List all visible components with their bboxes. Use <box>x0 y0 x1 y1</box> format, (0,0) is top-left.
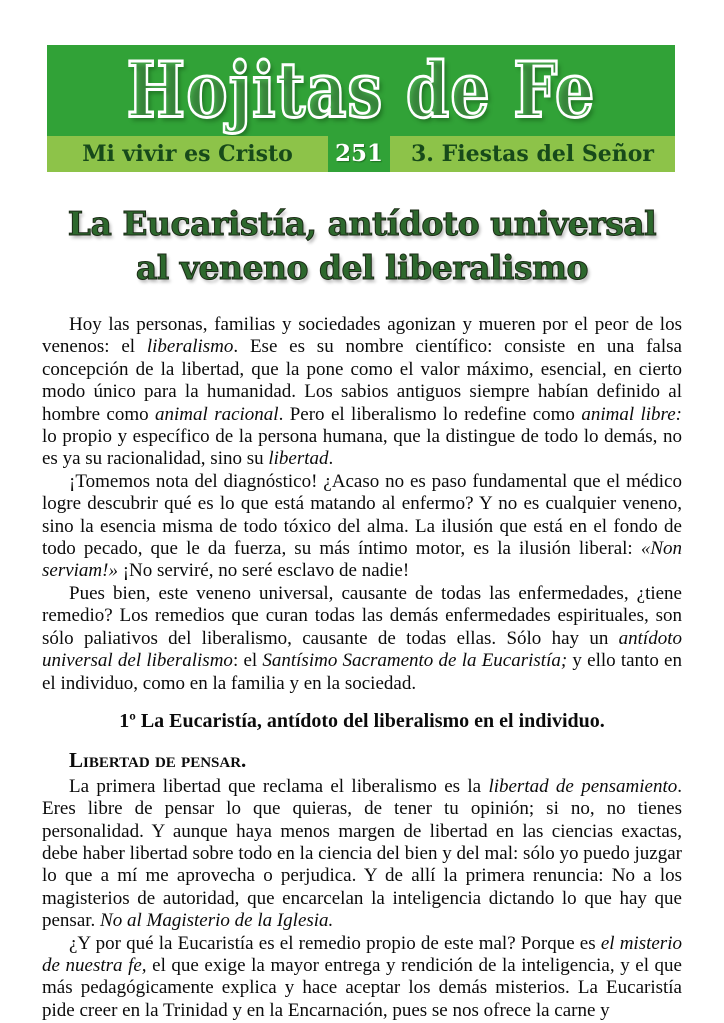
section-paragraphs <box>42 776 682 1022</box>
article-title <box>0 202 724 290</box>
article-title-line2: al veneno del liberalismo <box>135 248 589 287</box>
tagline-right: 3. Fiestas del Señor <box>411 141 654 167</box>
masthead-banner <box>47 45 675 136</box>
section-heading: 1º La Eucaristía, antídoto del liberalismo en el individuo. <box>119 709 605 732</box>
paragraph: Hoy las personas, familias y sociedades agonizan y mueren por el peor de los venenos: el liberalismo. Ese es su nombre científico: consiste en una falsa concepción de la libertad, que la pone como el valor máximo, esencial, en cierto modo único para la humanidad. Los sabios antiguos siempre habían definido al hombre como animal racional. Pero el liberalismo lo redefine como animal libre: lo propio y específico de la persona humana, que la distingue de todo lo demás, no es ya su racionalidad, sino su libertad. <box>42 314 682 470</box>
paragraph: ¡Tomemos nota del diagnóstico! ¿Acaso no es paso fundamental que el médico logre descubrir qué es lo que está matando al enfermo? Y no es cualquier veneno, sino la esencia misma de todo tóxico del alma. La ilusión que está en el fondo de todo pecado, que le da fuerza, su más íntimo motor, es la ilusión liberal: «Non serviam!» ¡No serviré, no seré esclavo de nadie! <box>42 470 682 582</box>
masthead-title: Hojitas de Fe <box>126 45 596 136</box>
issue-number-badge: 251 <box>328 136 390 172</box>
paragraph: La primera libertad que reclama el liberalismo es la libertad de pensamiento. Eres libre de pensar lo que quieras, de tener tu opinión; si no, no tienes personalidad. Y aunque haya menos margen de libertad en las ciencias exactas, debe haber libertad sobre todo en la ciencia del bien y del mal: sólo yo puedo juzgar lo que a mí me aprovecha o perjudica. Y de allí la primera renuncia: No a los magisterios de autoridad, que encarcelan la inteligencia dictando lo que hay que pensar. No al Magisterio de la Iglesia. <box>42 775 682 932</box>
masthead-subbar <box>47 136 675 172</box>
intro-paragraphs <box>42 314 682 695</box>
tagline-left: Mi vivir es Cristo <box>82 141 293 167</box>
paragraph: Pues bien, este veneno universal, causante de todas las enfermedades, ¿tiene remedio? Los remedios que curan todas las demás enfermedades espirituales, son sólo paliativos del liberalismo, causante de todas ellas. Sólo hay un antídoto universal del liberalismo: el Santísimo Sacramento de la Eucaristía; y ello tanto en el individuo, como en la familia y en la sociedad. <box>42 582 682 694</box>
subsection-heading: Libertad de pensar. <box>69 748 247 773</box>
article-body <box>42 314 682 1022</box>
article-title-line1: La Eucaristía, antídoto universal <box>67 204 657 243</box>
paragraph: ¿Y por qué la Eucaristía es el remedio propio de este mal? Porque es el misterio de nuestra fe, el que exige la mayor entrega y rendición de la inteligencia, y el que más pedagógicamente explica y hace aceptar los demás misterios. La Eucaristía pide creer en la Trinidad y en la Encarnación, pues se nos ofrece la carne y <box>42 932 682 1021</box>
